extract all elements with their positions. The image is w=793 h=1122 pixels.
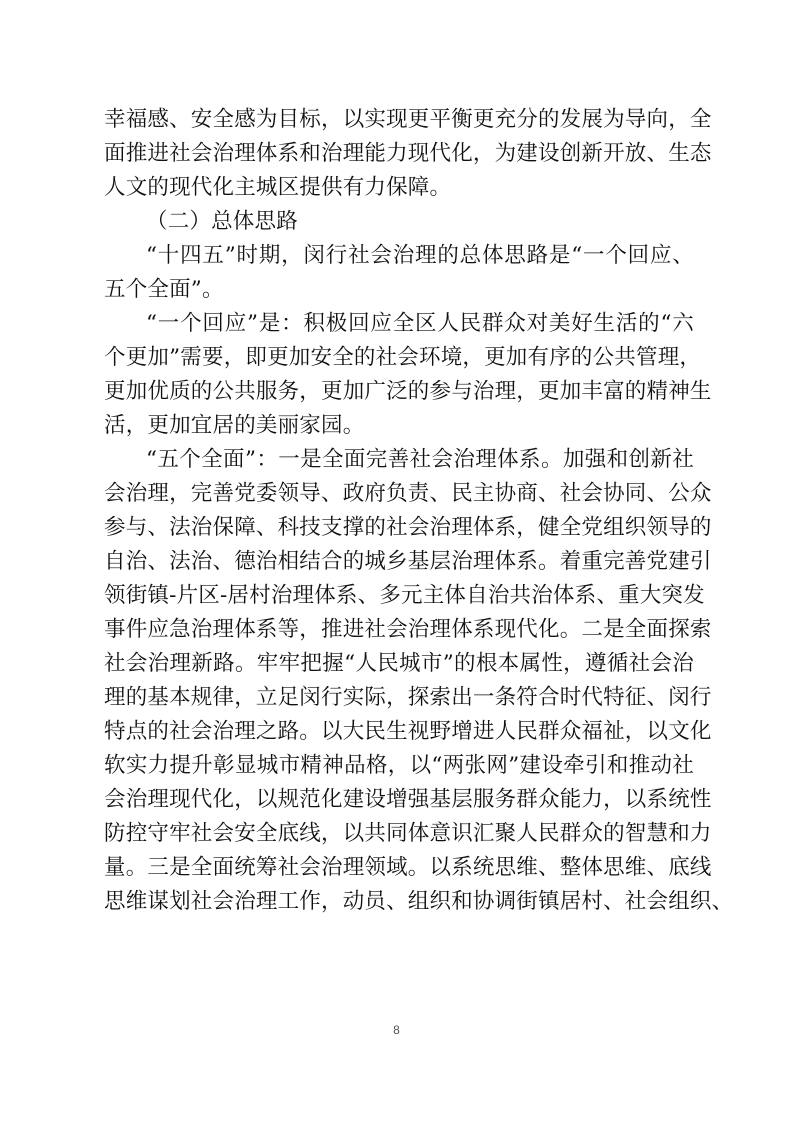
body-text bbox=[104, 103, 734, 919]
text-line: 人文的现代化主城区提供有力保障。 bbox=[104, 175, 452, 200]
text-line: 防控守牢社会安全底线，以共同体意识汇聚人民群众的智慧和力 bbox=[104, 821, 712, 846]
text-line: “十四五”时期，闵行社会治理的总体思路是“一个回应、 bbox=[146, 243, 694, 268]
text-line: 参与、法治保障、科技支撑的社会治理体系，健全党组织领导的 bbox=[104, 515, 712, 540]
text-line: 会治理，完善党委领导、政府负责、民主协商、社会协同、公众 bbox=[104, 481, 712, 506]
text-line: 幸福感、安全感为目标，以实现更平衡更充分的发展为导向，全 bbox=[104, 107, 712, 132]
text-line: “一个回应”是：积极回应全区人民群众对美好生活的“六 bbox=[146, 311, 694, 336]
page-number: 8 bbox=[393, 1023, 400, 1037]
text-line: 会治理现代化，以规范化建设增强基层服务群众能力，以系统性 bbox=[104, 787, 712, 812]
text-line: 理的基本规律，立足闵行实际，探索出一条符合时代特征、闵行 bbox=[104, 685, 712, 710]
text-line: 软实力提升彰显城市精神品格，以“两张网”建设牵引和推动社 bbox=[104, 753, 694, 778]
text-line: 社会治理新路。牢牢把握“人民城市”的根本属性，遵循社会治 bbox=[104, 651, 694, 676]
text-line: 量。三是全面统筹社会治理领域。以系统思维、整体思维、底线 bbox=[104, 855, 712, 880]
text-line: 五个全面”。 bbox=[104, 277, 224, 302]
text-line: 个更加”需要，即更加安全的社会环境，更加有序的公共管理， bbox=[104, 345, 702, 370]
text-line: 事件应急治理体系等，推进社会治理体系现代化。二是全面探索 bbox=[104, 617, 712, 642]
text-line: 思维谋划社会治理工作，动员、组织和协调街镇居村、社会组织、 bbox=[104, 889, 734, 914]
text-line: 特点的社会治理之路。以大民生视野增进人民群众福祉，以文化 bbox=[104, 719, 712, 744]
text-line: 更加优质的公共服务，更加广泛的参与治理，更加丰富的精神生 bbox=[104, 379, 712, 404]
text-line: “五个全面”：一是全面完善社会治理体系。加强和创新社 bbox=[146, 447, 694, 472]
text-line: 活，更加宜居的美丽家园。 bbox=[104, 413, 365, 438]
text-line: 面推进社会治理体系和治理能力现代化，为建设创新开放、生态 bbox=[104, 141, 712, 166]
text-line: 领街镇-片区-居村治理体系、多元主体自治共治体系、重大突发 bbox=[104, 583, 705, 608]
text-line: 自治、法治、德治相结合的城乡基层治理体系。着重完善党建引 bbox=[104, 549, 712, 574]
text-line: （二）总体思路 bbox=[146, 209, 298, 234]
